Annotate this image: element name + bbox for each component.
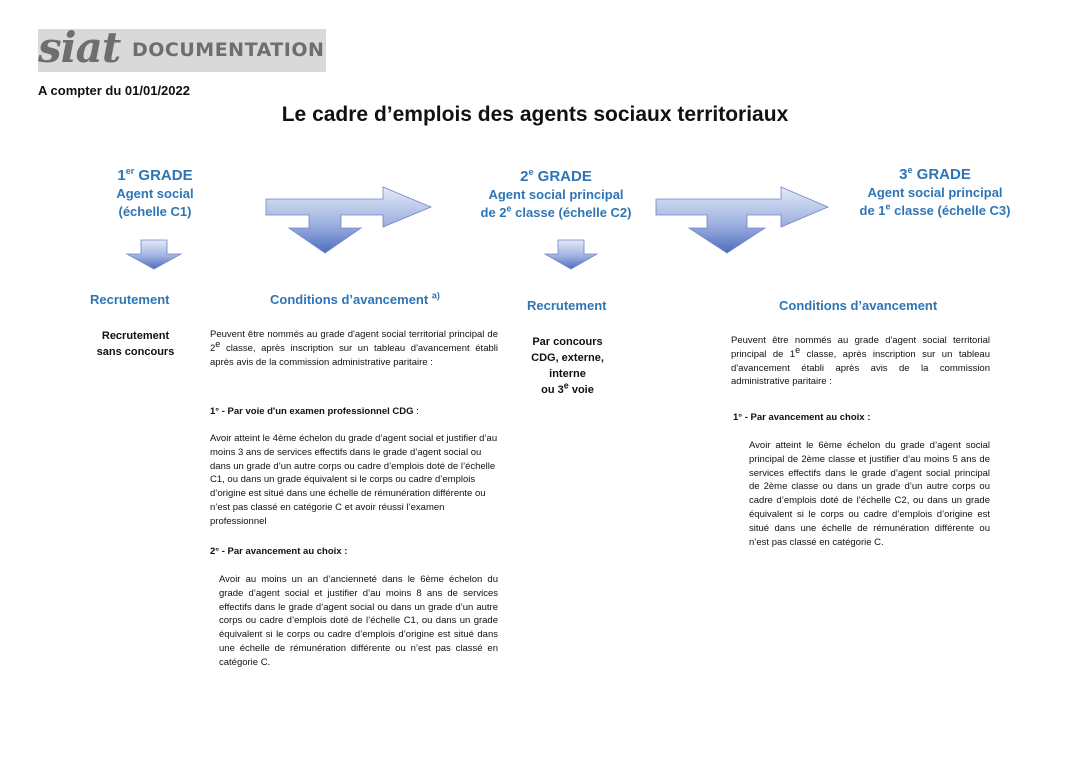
col2-cond1-title: 1° - Par voie d'un examen professionnel CDG : [210,406,419,417]
col1-line1: Recrutement [101,330,170,342]
logo-text: DOCUMENTATION [132,39,325,61]
col2-intro: Peuvent être nommés au grade d'agent social territorial principal de 2e classe, après inscription sur un tableau d'avancement établi après avis de la commission administrative paritaire : [210,329,498,368]
col3-heading: Recrutement [527,298,607,313]
grade-1-block [80,166,230,221]
logo-mark: siat [38,23,121,72]
col2-heading: Conditions d’avancement $^{a)}$ [270,290,440,307]
grade-3-name: Agent social principal [867,185,1003,200]
col3-line3: interne [549,368,586,380]
grade-2-name: Agent social principal [488,187,624,202]
page-title: Le cadre d’emplois des agents sociaux territoriaux [281,103,789,126]
col2-cond2-title: 2° - Par avancement au choix : [210,546,348,557]
down-arrow-icon [125,239,183,271]
grade-2-title: 2e GRADE [520,167,592,185]
logo [38,23,326,72]
col3-line4: ou 3e voie [541,380,594,396]
grade-3-title: 3e GRADE [899,165,971,183]
grade-1-title: 1er GRADE [117,166,193,184]
col2-cond1-text: Avoir atteint le 4ème échelon du grade d’agent social et justifier d’au moins 3 ans de services effectifs dans le grade d’agent social ou dans un grade d’un autre corps ou cadre d’emplois doté de l’échelle C1, ou dans un grade équivalent si le corps ou cadre d’emplois d’origine est situé dans une échelle de rémunération différente ou n’est pas classé en catégorie C et avoir réussi l’examen professionnel [210,433,498,527]
col3-recruitment [520,334,615,398]
col4-heading: Conditions d’avancement [779,298,938,313]
bent-arrow-icon [655,186,830,256]
grade-2-block [466,167,646,222]
col4-intro: Peuvent être nommés au grade d'agent social territorial principal de 1e classe, après inscription sur un tableau d'avancement établi après avis de la commission administrative paritaire : [731,335,990,388]
grade-3-scale: de 1e classe (échelle C3) [859,201,1011,218]
grade-2-scale: de 2e classe (échelle C2) [480,203,632,220]
col3-line1: Par concours [532,336,603,348]
col3-line2: CDG, externe, [531,352,604,364]
grade-1-name: Agent social [116,186,194,201]
col2-cond2-text: Avoir au moins un an d’ancienneté dans le 6ème échelon du grade d’agent social et justifier d’au moins 8 ans de services effectifs dans le grade d’agent social ou dans un grade d’un autre corps ou cadre d’emplois doté de l’échelle C1, ou dans un grade équivalent si le corps ou cadre d’emplois d’origine est situé dans une échelle de rémunération différente ou n’est pas classé en catégorie C. [219,574,498,668]
col1-line2: sans concours [96,346,175,358]
grade-1-scale: (échelle C1) [118,204,192,219]
col4-cond1-text: Avoir atteint le 6ème échelon du grade d’agent social principal de 2ème classe et justifier d’au moins 5 ans de services effectifs dans le grade d’agent social principal de 2ème classe ou dans un grade d’un autre corps ou cadre d’emplois doté de l’échelle C2, ou dans un grade équivalent si le corps ou cadre d’emplois d’origine est situé dans une échelle de rémunération différente ou n’est pas classé en catégorie C. [749,440,990,548]
bent-arrow-icon [265,186,433,256]
grade-3-block [845,165,1025,220]
col4-cond1-title: 1° - Par avancement au choix : [733,412,871,423]
col1-recruitment [88,328,183,360]
effective-date: A compter du 01/01/2022 [38,83,190,98]
down-arrow-icon [543,239,599,271]
col1-heading: Recrutement [90,292,170,307]
